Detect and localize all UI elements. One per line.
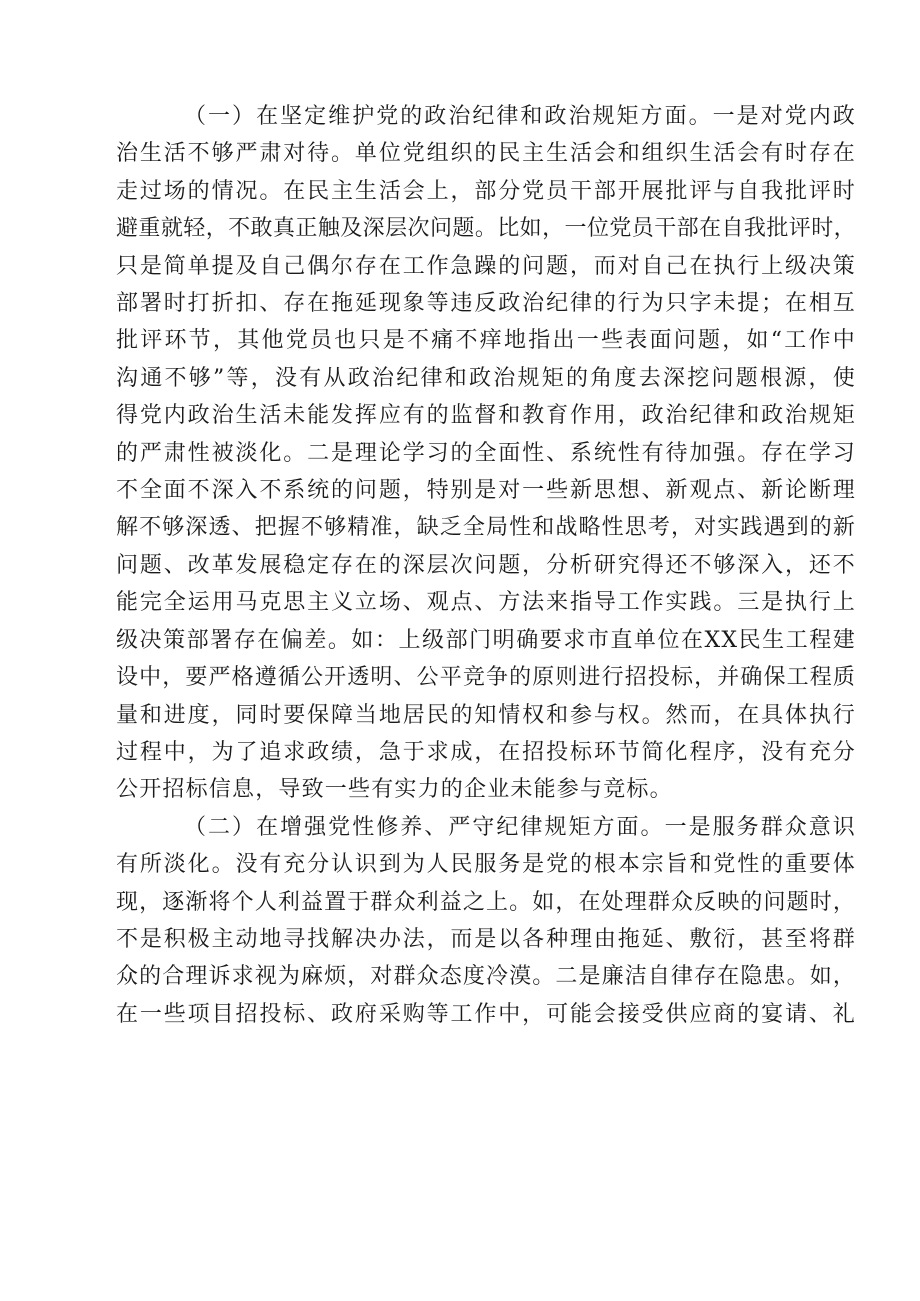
text-line: 问题、改革发展稳定存在的深层次问题，分析研究得还不够深入，还不 <box>116 552 856 578</box>
text-line: 只是简单提及自己偶尔存在工作急躁的问题，而对自己在执行上级决策 <box>116 253 856 279</box>
text-line: 众的合理诉求视为麻烦，对群众态度冷漠。二是廉洁自律存在隐患。如， <box>116 964 856 990</box>
text-line: 的严肃性被淡化。二是理论学习的全面性、系统性有待加强。存在学习 <box>116 440 856 466</box>
text-line: 公开招标信息，导致一些有实力的企业未能参与竞标。 <box>116 777 673 803</box>
text-line: 现，逐渐将个人利益置于群众利益之上。如，在处理群众反映的问题时， <box>116 889 856 915</box>
text-line: 治生活不够严肃对待。单位党组织的民主生活会和组织生活会有时存在 <box>116 141 856 167</box>
text-line: 设中，要严格遵循公开透明、公平竞争的原则进行招投标，并确保工程质 <box>116 665 856 691</box>
text-line: 部署时打折扣、存在拖延现象等违反政治纪律的行为只字未提；在相互 <box>116 291 856 317</box>
text-line: 有所淡化。没有充分认识到为人民服务是党的根本宗旨和党性的重要体 <box>116 852 856 878</box>
text-line: 级决策部署存在偏差。如：上级部门明确要求市直单位在XX民生工程建 <box>116 627 856 653</box>
text-line: 批评环节，其他党员也只是不痛不痒地指出一些表面问题，如“工作中 <box>116 328 856 354</box>
text-line: 不全面不深入不系统的问题，特别是对一些新思想、新观点、新论断理 <box>116 478 856 504</box>
text-line: （一）在坚定维护党的政治纪律和政治规矩方面。一是对党内政 <box>184 104 856 129</box>
text-line: 过程中，为了追求政绩，急于求成，在招投标环节简化程序，没有充分 <box>116 739 856 765</box>
text-line: 量和进度，同时要保障当地居民的知情权和参与权。然而，在具体执行 <box>116 702 856 728</box>
document-body <box>116 98 856 1033</box>
paragraph-1 <box>116 98 856 809</box>
text-line: 得党内政治生活未能发挥应有的监督和教育作用，政治纪律和政治规矩 <box>116 403 856 429</box>
text-line: 沟通不够”等，没有从政治纪律和政治规矩的角度去深挖问题根源，使 <box>116 365 856 391</box>
paragraph-2 <box>116 809 856 1033</box>
text-line: 走过场的情况。在民主生活会上，部分党员干部开展批评与自我批评时 <box>116 178 856 204</box>
text-line: （二）在增强党性修养、严守纪律规矩方面。一是服务群众意识 <box>184 814 856 840</box>
text-line: 避重就轻，不敢真正触及深层次问题。比如，一位党员干部在自我批评时， <box>116 216 856 242</box>
text-line: 解不够深透、把握不够精准，缺乏全局性和战略性思考，对实践遇到的新 <box>116 515 856 541</box>
text-line: 在一些项目招投标、政府采购等工作中，可能会接受供应商的宴请、礼 <box>116 1001 856 1027</box>
text-line: 不是积极主动地寻找解决办法，而是以各种理由拖延、敷衍，甚至将群 <box>116 926 856 952</box>
text-line: 能完全运用马克思主义立场、观点、方法来指导工作实践。三是执行上 <box>116 590 856 616</box>
